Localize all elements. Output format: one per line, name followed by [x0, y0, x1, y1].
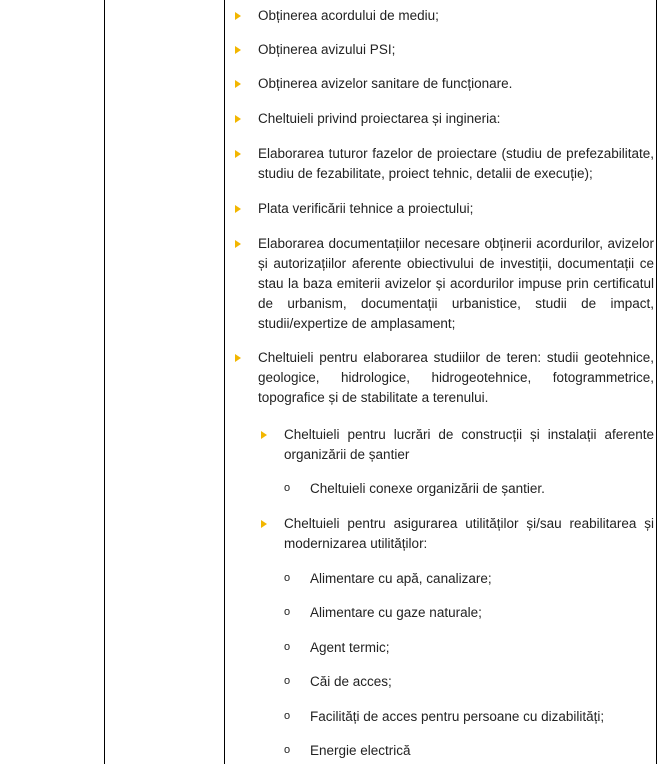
- table-border-right: [656, 0, 657, 764]
- triangle-bullet-icon: [235, 150, 241, 158]
- list-item: Cheltuieli pentru elaborarea studiilor de teren: studii geotehnice, geologice, hidrologice, hidrogeotehnice, fotogrammetrice, topografice și de stabilitate a terenului.: [258, 350, 654, 405]
- circle-bullet-icon: o: [284, 641, 291, 653]
- list-item: Alimentare cu apă, canalizare;: [310, 571, 492, 586]
- list-item: Căi de acces;: [310, 674, 392, 689]
- list-item: Elaborarea documentațiilor necesare obținerii acordurilor, avizelor și autorizațiilor aferente obiectivului de investiții, documentații ce stau la baza emiterii avizelor și acordurilor impuse prin certificatul de urbanism, documentații urbanistice, studii de impact, studii/expertize de amplasament;: [258, 236, 654, 331]
- circle-bullet-icon: o: [284, 606, 291, 618]
- triangle-bullet-icon: [235, 240, 241, 248]
- table-border-middle: [224, 0, 225, 764]
- list-item: Cheltuieli privind proiectarea și ingineria:: [258, 111, 501, 126]
- list-item: Cheltuieli pentru asigurarea utilităților și/sau reabilitarea și modernizarea utilităților:: [284, 516, 654, 551]
- triangle-bullet-icon: [235, 46, 241, 54]
- list-item: Cheltuieli pentru lucrări de construcții și instalații aferente organizării de șantier: [284, 427, 654, 462]
- triangle-bullet-icon: [235, 354, 241, 362]
- circle-bullet-icon: o: [284, 482, 291, 494]
- circle-bullet-icon: o: [284, 710, 291, 722]
- list-item: Agent termic;: [310, 640, 390, 655]
- circle-bullet-icon: o: [284, 675, 291, 687]
- triangle-bullet-icon: [235, 205, 241, 213]
- list-item: Obținerea avizelor sanitare de funcționare.: [258, 76, 513, 91]
- circle-bullet-icon: o: [284, 572, 291, 584]
- list-item: Plata verificării tehnice a proiectului;: [258, 201, 474, 216]
- triangle-bullet-icon: [235, 12, 241, 20]
- triangle-bullet-icon: [235, 80, 241, 88]
- list-item: Alimentare cu gaze naturale;: [310, 605, 482, 620]
- triangle-bullet-icon: [261, 431, 267, 439]
- triangle-bullet-icon: [235, 115, 241, 123]
- list-item: Cheltuieli conexe organizării de șantier.: [310, 481, 545, 496]
- list-item: Facilități de acces pentru persoane cu dizabilități;: [310, 709, 605, 724]
- list-item: Elaborarea tuturor fazelor de proiectare (studiu de prefezabilitate, studiu de fezabilitate, proiect tehnic, detalii de execuție);: [258, 146, 654, 181]
- list-item: Obținerea avizului PSI;: [258, 42, 396, 57]
- triangle-bullet-icon: [261, 520, 267, 528]
- circle-bullet-icon: o: [284, 744, 291, 756]
- table-border-left: [104, 0, 105, 764]
- list-item: Obținerea acordului de mediu;: [258, 8, 439, 23]
- list-item: Energie electrică: [310, 743, 411, 758]
